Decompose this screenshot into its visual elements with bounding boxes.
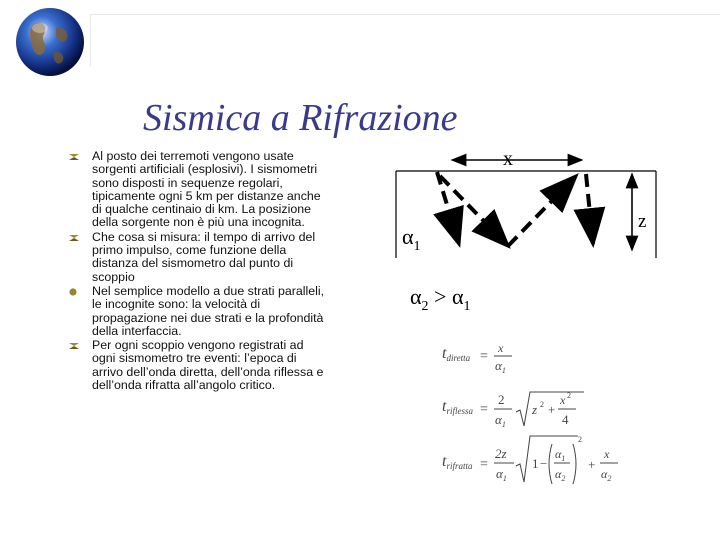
svg-text:4: 4 — [562, 412, 569, 427]
svg-text:x: x — [604, 447, 610, 461]
svg-text:+: + — [588, 457, 596, 472]
svg-text:z: z — [532, 402, 538, 417]
svg-text:2z: 2z — [495, 446, 507, 461]
x-label: x — [503, 148, 513, 170]
svg-text:1: 1 — [532, 456, 539, 471]
refraction-diagram — [360, 140, 720, 330]
svg-text:2: 2 — [498, 392, 505, 407]
z-label: z — [638, 211, 647, 232]
bullet-item — [68, 231, 328, 284]
velocity-relation-label: $\alpha_2 > \alpha_1$ — [410, 284, 471, 314]
svg-text:α2: $\alpha_2$ — [601, 467, 612, 483]
bullet-text: Al posto dei terremoti vengono usate sorgenti artificiali (esplosivi). I sismometri sono disposti in sequenze regolari, tipicamente ogni 5 km per distanze anche di qualche centinaio di km. La posizione della sorgente non è più una incognita. — [92, 149, 321, 230]
bullet-item — [68, 339, 328, 392]
svg-text:2: 2 — [567, 391, 571, 400]
svg-text:x: x — [560, 393, 566, 407]
bullet-text: Che cosa si misura: il tempo di arrivo del primo impulso, come funzione della distanza del sismometro dal punto di scoppio — [92, 229, 316, 284]
slide-title: Sismica a Rifrazione — [143, 97, 458, 139]
svg-text:α2: $\alpha_2$ — [555, 467, 566, 483]
formula-diretta — [442, 341, 512, 375]
svg-text:=: = — [480, 457, 488, 472]
bullet-square-icon — [68, 153, 80, 161]
svg-text:−: − — [540, 456, 548, 471]
svg-text:trifratta: trifratta — [442, 453, 473, 471]
reflected-ray — [508, 176, 576, 246]
bullet-dot-icon — [68, 288, 80, 296]
svg-text:+: + — [548, 402, 556, 417]
svg-text:α1: $\alpha_1$ — [496, 466, 507, 483]
svg-text:tdiretta: tdiretta — [442, 345, 471, 363]
bullet-square-icon — [68, 342, 80, 350]
svg-text:α1: $\alpha_1$ — [555, 447, 566, 463]
travel-time-formulas — [436, 336, 636, 486]
bullet-item — [68, 285, 328, 338]
bullet-list — [68, 150, 328, 392]
header-rule-vertical — [90, 14, 91, 66]
svg-text:α1: $\alpha_1$ — [495, 412, 506, 429]
svg-text:triflessa: triflessa — [442, 398, 473, 416]
bullet-item — [68, 150, 328, 230]
svg-text:2: 2 — [540, 400, 544, 409]
svg-text:x: x — [498, 341, 504, 355]
alpha1-label: $\alpha_1$ — [402, 224, 421, 254]
globe-logo — [14, 6, 86, 78]
bullet-text: Nel semplice modello a due strati paralleli, le incognite sono: la velocità di propagazione nei due strati e la profondità della interfaccia. — [92, 283, 325, 338]
bullet-text: Per ogni scoppio vengono registrati ad ogni sismometro tre eventi: l’epoca di arrivo dell’onda diretta, dell’onda riflessa e dell’onda rifratta all’angolo critico. — [92, 338, 324, 393]
svg-text:=: = — [480, 349, 488, 364]
formula-riflessa — [442, 391, 584, 429]
formula-rifratta — [442, 435, 618, 484]
svg-text:α1: $\alpha_1$ — [495, 358, 506, 375]
bullet-square-icon — [68, 234, 80, 242]
header-rule — [90, 14, 720, 15]
svg-text:=: = — [480, 402, 488, 417]
refracted-ray — [586, 174, 593, 244]
svg-text:2: 2 — [578, 435, 582, 444]
